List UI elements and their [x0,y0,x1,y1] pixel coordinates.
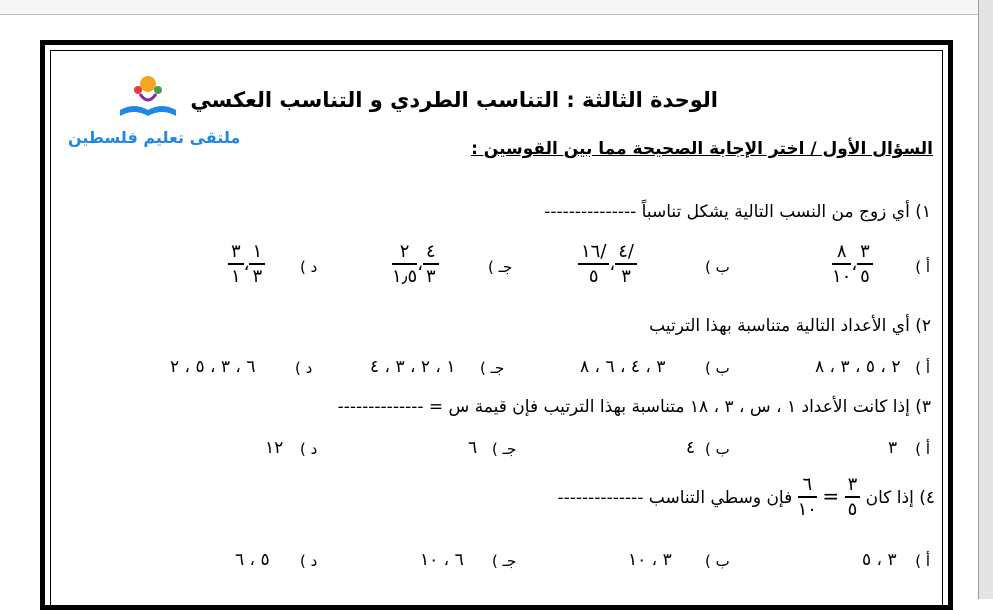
q3-option-c-value: ٦ [468,438,478,458]
q4-option-d-label: د ) [300,552,318,570]
q3-option-b-label: ب ) [705,440,730,458]
q1-c-frac-2: $\frac{٤}{٣}$ [423,241,439,289]
question-3-text: ٣) إذا كانت الأعداد ١ ، س ، ٣ ، ١٨ متناسبة بهذا الترتيب فإن قيمة س = -------------- [337,397,931,417]
q4-option-c-value: ٦ ، ١٠ [420,550,464,570]
q1-option-c-label: جـ ) [488,258,513,276]
q3-option-a-label: أ ) [915,440,930,458]
q1-d-frac-2: $\frac{١}{٣}$ [249,241,265,289]
q1-option-a-label: أ ) [915,258,930,276]
question-4-text: ٤) إذا كان $\frac{٣}{٥}$ = $\frac{٦}{١٠}$ فإن وسطي التناسب -------------- [557,474,935,520]
q1-option-c: $\frac{٢}{١٫٥}$ ، $\frac{٤}{٣}$ [392,241,439,289]
section-header: السؤال الأول / اختر الإجابة الصحيحة مما بين القوسين : [471,139,933,159]
q1-d-frac-1: $\frac{٣}{١}$ [228,241,244,289]
q4-option-b-value: ٣ ، ١٠ [628,550,672,570]
q4-option-b-label: ب ) [705,552,730,570]
q4-frac-right: $\frac{٦}{١٠}$ [797,474,817,520]
page-title: الوحدة الثالثة : التناسب الطردي و التناسب العكسي [190,88,718,112]
q2-option-d-label: د ) [295,359,313,377]
q1-b-frac-1: $\frac{١٦/}{٥}$ [578,241,609,289]
q1-option-b: $\frac{١٦/}{٥}$ ، $\frac{٤/}{٣}$ [578,241,637,289]
q3-option-d-label: د ) [300,440,318,458]
logo-text: ملتقى تعليم فلسطين [68,128,241,147]
q4-option-a-label: أ ) [915,552,930,570]
q2-option-a-value: ٢ ، ٥ ، ٣ ، ٨ [815,357,901,377]
q4-option-c-label: جـ ) [492,552,517,570]
q3-option-b-value: ٤ [686,438,696,458]
q3-option-d-value: ١٢ [265,438,284,458]
q2-option-d-value: ٦ ، ٣ ، ٥ ، ٢ [170,357,256,377]
q1-b-frac-2: $\frac{٤/}{٣}$ [615,241,637,289]
q1-a-frac-2: $\frac{٣}{٥}$ [857,241,873,289]
q1-option-b-label: ب ) [705,258,730,276]
q3-option-c-label: جـ ) [492,440,517,458]
question-1-text: ١) أي زوج من النسب التالية يشكل تناسباً --------------- [544,202,931,222]
q1-c-frac-1: $\frac{٢}{١٫٥}$ [392,241,418,287]
q2-option-c-label: جـ ) [480,359,505,377]
q1-option-d: $\frac{٣}{١}$ ، $\frac{١}{٣}$ [228,241,265,289]
q4-option-d-value: ٥ ، ٦ [235,550,270,570]
q1-option-d-label: د ) [300,258,318,276]
q2-option-b-label: ب ) [705,359,730,377]
q4-option-a-value: ٣ ، ٥ [862,550,897,570]
q2-option-a-label: أ ) [915,359,930,377]
q2-option-b-value: ٣ ، ٤ ، ٦ ، ٨ [580,357,666,377]
q4-frac-left: $\frac{٣}{٥}$ [845,474,861,522]
q1-a-frac-1: $\frac{٨}{١٠}$ [832,241,852,287]
book-logo-icon [118,70,178,125]
q3-option-a-value: ٣ [888,438,898,458]
q1-option-a: $\frac{٨}{١٠}$ ، $\frac{٣}{٥}$ [832,241,873,289]
viewer-top-edge [0,0,993,15]
question-2-text: ٢) أي الأعداد التالية متناسبة بهذا الترتيب [649,316,931,336]
viewer-scrollbar[interactable] [978,0,993,599]
q2-option-c-value: ١ ، ٢ ، ٣ ، ٤ [370,357,456,377]
